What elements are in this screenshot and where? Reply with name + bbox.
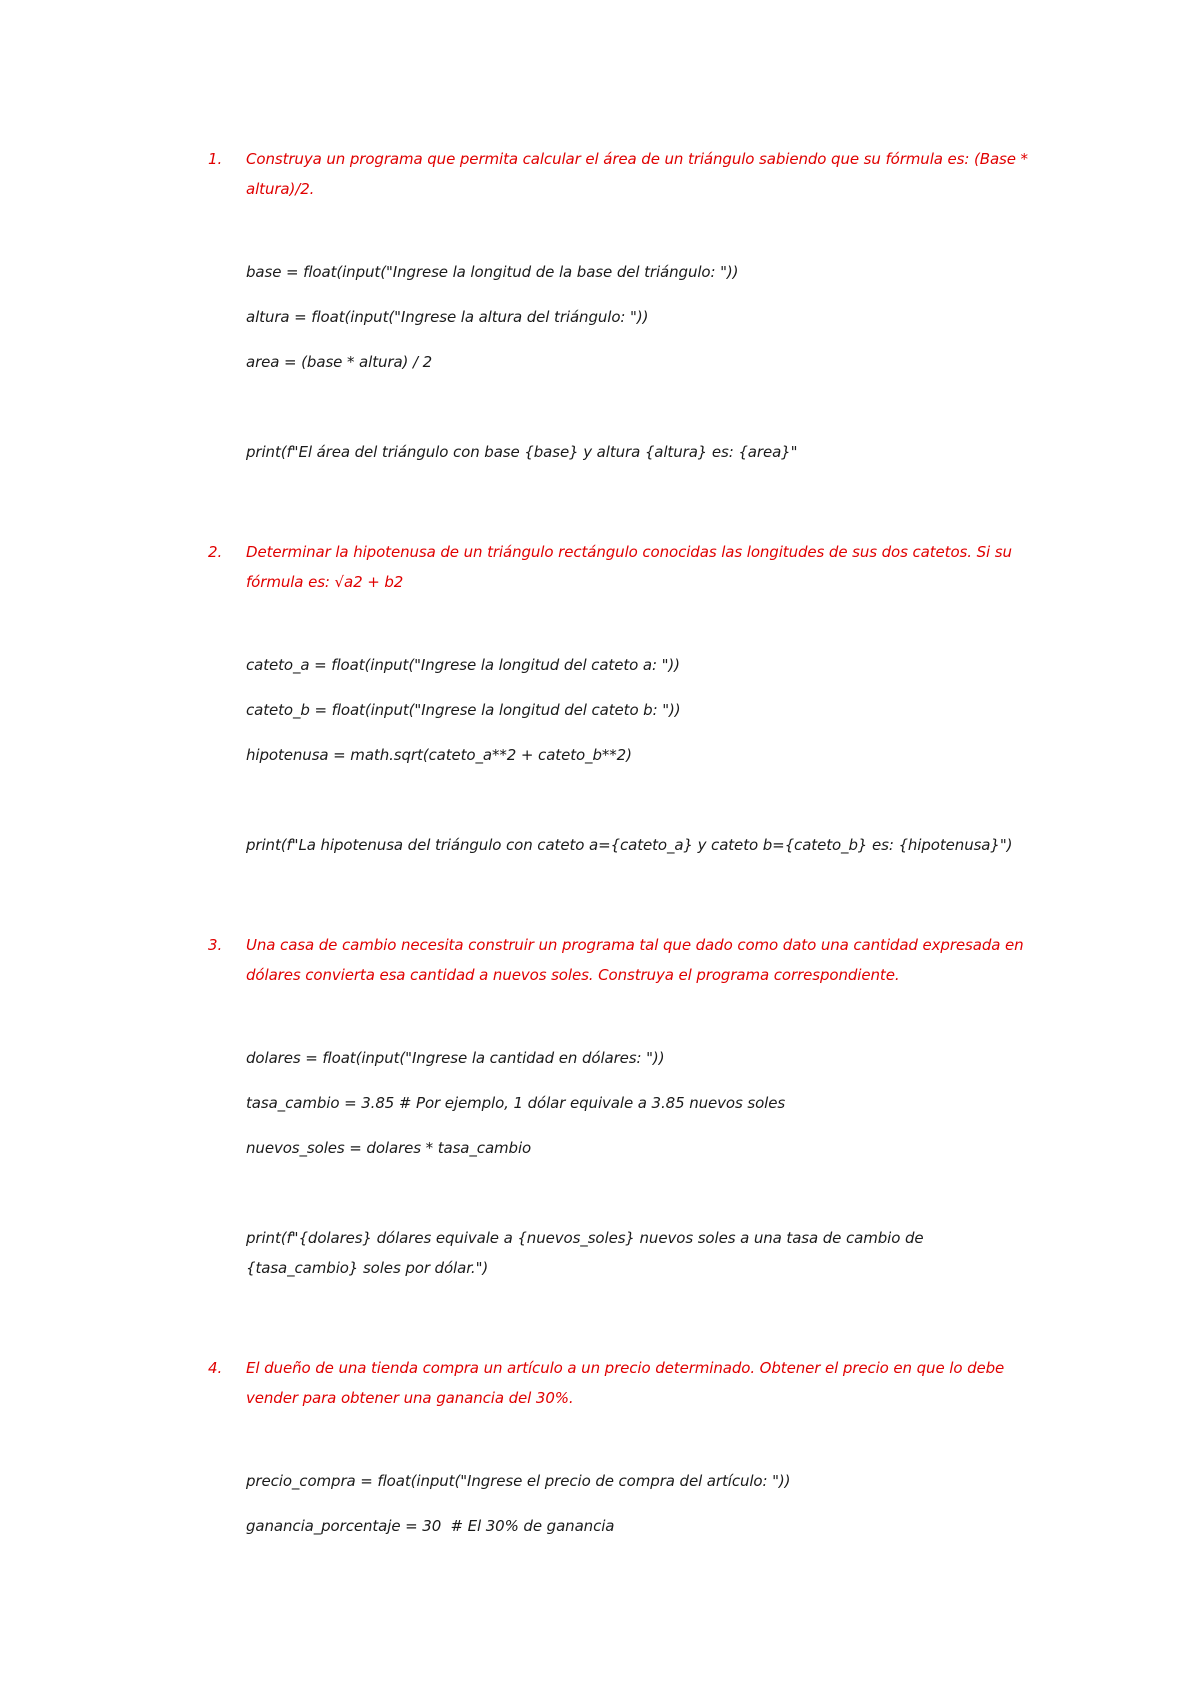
- problem-statement: Construya un programa que permita calcular el área de un triángulo sabiendo que su fórmula es: (Base * altura)/2.: [246, 150, 1028, 198]
- problem-number: 2.: [208, 543, 223, 561]
- problem-number: 4.: [208, 1359, 223, 1377]
- code-line: precio_compra = float(input("Ingrese el precio de compra del artículo: ")): [246, 1472, 791, 1490]
- problem-statement: Determinar la hipotenusa de un triángulo rectángulo conocidas las longitudes de sus dos catetos. Si su fórmula es: √a2 + b2: [246, 543, 1012, 591]
- code-line: print(f"La hipotenusa del triángulo con cateto a={cateto_a} y cateto b={cateto_b} es: {hipotenusa}"): [246, 836, 1013, 854]
- code-line: cateto_b = float(input("Ingrese la longitud del cateto b: ")): [246, 701, 681, 719]
- code-line: hipotenusa = math.sqrt(cateto_a**2 + cateto_b**2): [246, 746, 632, 764]
- code-line: tasa_cambio = 3.85 # Por ejemplo, 1 dólar equivale a 3.85 nuevos soles: [246, 1094, 786, 1112]
- code-line: altura = float(input("Ingrese la altura del triángulo: ")): [246, 308, 649, 326]
- problem-number: 1.: [208, 150, 223, 168]
- problem-statement: Una casa de cambio necesita construir un programa tal que dado como dato una cantidad expresada en dólares convierta esa cantidad a nuevos soles. Construya el programa correspondiente.: [246, 936, 1024, 984]
- problem-number: 3.: [208, 936, 223, 954]
- code-line: dolares = float(input("Ingrese la cantidad en dólares: ")): [246, 1049, 665, 1067]
- code-line: cateto_a = float(input("Ingrese la longitud del cateto a: ")): [246, 656, 680, 674]
- code-line: print(f"El área del triángulo con base {base} y altura {altura} es: {area}": [246, 443, 798, 461]
- code-line: ganancia_porcentaje = 30 # El 30% de ganancia: [246, 1517, 615, 1535]
- code-line: area = (base * altura) / 2: [246, 353, 433, 371]
- problem-statement: El dueño de una tienda compra un artículo a un precio determinado. Obtener el precio en que lo debe vender para obtener una ganancia del 30%.: [246, 1359, 1005, 1407]
- code-line: nuevos_soles = dolares * tasa_cambio: [246, 1139, 532, 1157]
- code-line: base = float(input("Ingrese la longitud de la base del triángulo: ")): [246, 263, 739, 281]
- code-line: print(f"{dolares} dólares equivale a {nuevos_soles} nuevos soles a una tasa de cambio de {tasa_cambio} soles por dólar."): [246, 1229, 929, 1277]
